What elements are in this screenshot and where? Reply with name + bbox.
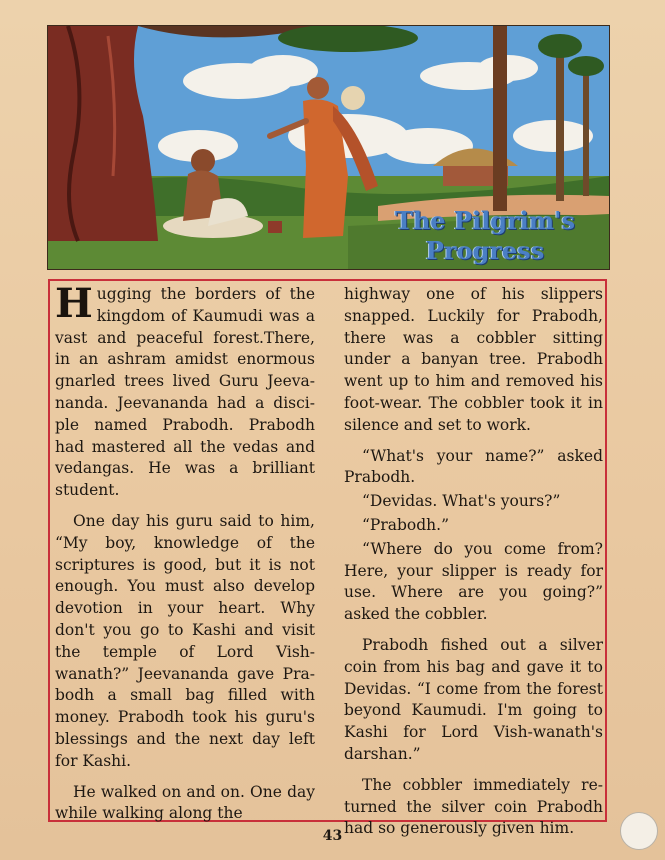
paragraph: Prabodh fished out a silver coin from his bag and gave it to Devidas. “I come from the forest beyond Kaumudi. I'm going to Kashi for Lord Vish-wanath's darshan.”: [344, 635, 603, 763]
title-line-1: The Pilgrim's: [394, 206, 575, 235]
paragraph: “Prabodh.”: [362, 515, 450, 534]
paragraph: He walked on and on. One day while walking along the: [55, 782, 315, 823]
left-column: [55, 280, 315, 834]
paragraph: [55, 280, 315, 502]
slipper: [268, 221, 282, 233]
paragraph: “Devidas. What's yours?”: [362, 492, 561, 511]
title-line-2: Progress: [425, 236, 545, 265]
palm-trunk-2: [583, 66, 589, 196]
pilgrim-head: [307, 77, 329, 99]
library-stamp-icon: [620, 812, 658, 850]
palm-leaves-2: [568, 56, 604, 76]
cobbler-head: [191, 149, 215, 173]
drop-cap: H: [55, 280, 93, 327]
paragraph-text: ugging the borders of the kingdom of Kaumudi was a vast and peaceful forest.There, in an ashram amidst enormous gnarled trees lived Guru Jeeva-nanda. Jeevananda had a disci-ple named Prabodh. Prabodh had mastered all the vedas and vedangas. He was a brilliant student.: [55, 285, 315, 500]
palm-trunk: [556, 46, 564, 201]
paragraph: “What's your name?” asked Prabodh.: [344, 446, 603, 487]
paragraph: One day his guru said to him, “My boy, knowledge of the scriptures is good, but it is not enough. You must also develop devotion in your heart. Why don't you go to Kashi and visit the temple of Lord Vish-wanath?” Jeevananda gave Pra-bodh a small bag filled with money. Prabodh took his guru's blessings and the next day left for Kashi.: [55, 511, 315, 770]
paragraph: “Where do you come from? Here, your slipper is ready for use. Where are you going?” asked the cobbler.: [344, 539, 603, 624]
page-number: 43: [322, 828, 343, 844]
right-column: [344, 284, 603, 849]
paragraph: highway one of his slippers snapped. Luckily for Prabodh, there was a cobbler sitting under a banyan tree. Prabodh went up to him and removed his foot-wear. The cobbler took it in silence and set to work.: [344, 285, 603, 434]
paragraph: The cobbler immediately re-turned the silver coin Prabodh had so generously given him.: [344, 775, 603, 838]
right-tree-trunk: [493, 26, 507, 211]
palm-leaves: [538, 34, 582, 58]
story-title: [360, 206, 610, 266]
pilgrim-bundle: [341, 86, 365, 110]
